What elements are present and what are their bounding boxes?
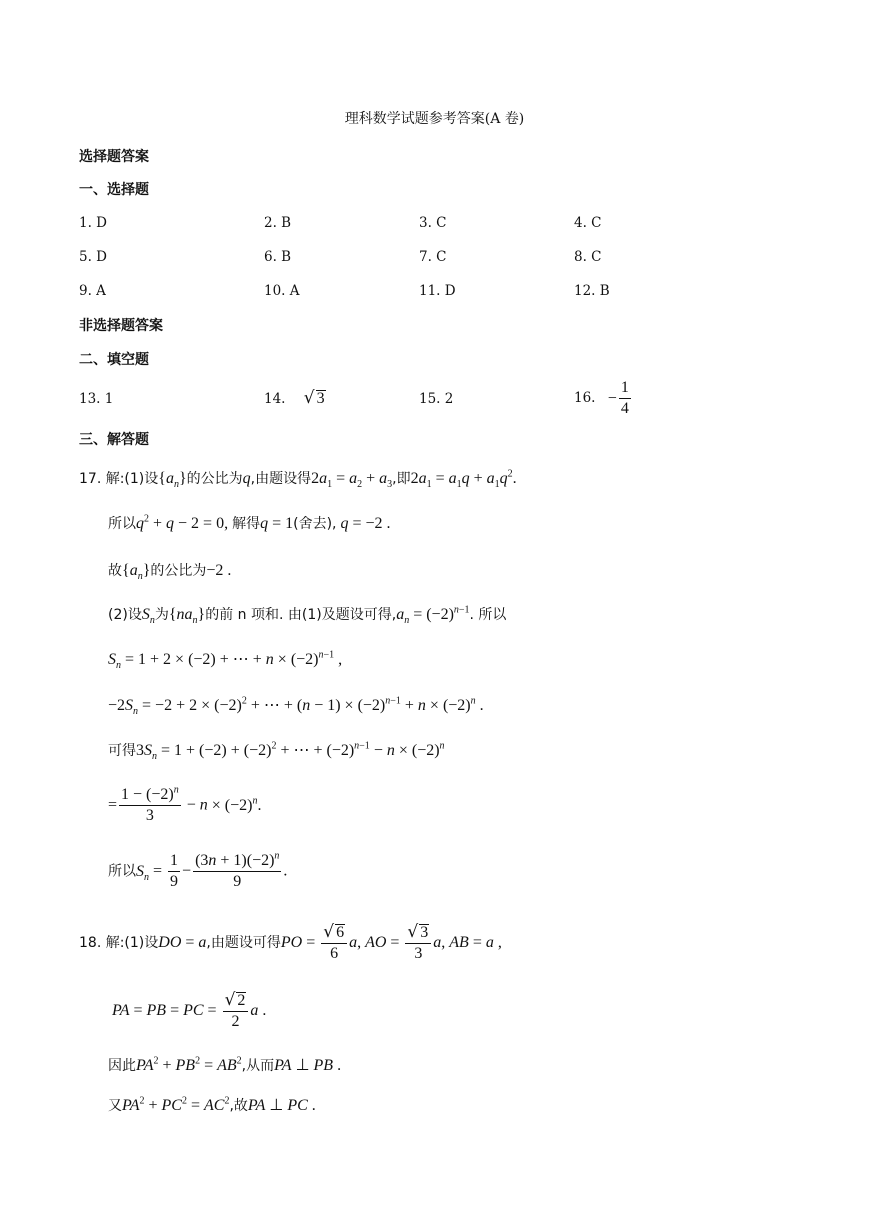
q18-text: 又 — [108, 1098, 122, 1114]
answer-1: 1. D — [79, 215, 107, 231]
answer-16-numerator: 1 — [619, 380, 631, 399]
part2-heading: 二、填空题 — [79, 352, 149, 368]
answer-14-radicand: 3 — [316, 390, 325, 407]
page-title: 理科数学试题参考答案(A 卷) — [344, 111, 525, 127]
answer-4: 4. C — [574, 215, 602, 231]
q18-text: 因此 — [108, 1058, 136, 1074]
q17-text: ,即 — [392, 471, 411, 487]
q17-text: ,由题设得 — [250, 471, 312, 487]
answer-9: 9. A — [79, 283, 106, 299]
q17-line4: (2)设$S_n$为$\{na_n\}$的前 n 项和. 由(1)及题设可得$,a_n = (-2)^{n-1}$. 所以 — [108, 604, 507, 627]
q17-text: 的公比为 — [186, 471, 243, 487]
q18-line2: PA = PB = PC = $\frac{√ 2}{2}$ a . — [112, 990, 267, 1030]
choice-answers-heading: 选择题答案 — [79, 149, 149, 165]
answer-10: 10. A — [264, 283, 300, 299]
q17-line7: 可得$3S_n = 1 + (-2) + (-2)^2$ + ⋯ + $(-2)^{n-1} - n \times (-2)^n$ — [108, 740, 445, 763]
q17-text: (2)设 — [108, 607, 142, 623]
answer-16 — [574, 380, 633, 417]
q17-text: 的前 n 项和. 由(1)及题设可得, — [205, 607, 397, 623]
q17-line5: $S_n = 1 + 2 \times (-2)$ + ⋯ + $n \times (-2)^{n-1}$ , — [108, 649, 343, 672]
q17-text: 可得 — [108, 743, 136, 759]
q17-line2: 所以$q^2 + q - 2 = 0$, 解得q = 1(舍去), q = −2 . — [108, 513, 391, 532]
q17-text: 所以 — [108, 516, 136, 532]
q17-text: 所以 — [108, 863, 136, 880]
answer-6: 6. B — [264, 249, 292, 265]
answer-8: 8. C — [574, 249, 602, 265]
q18-text: ,从而 — [241, 1058, 275, 1074]
part3-heading: 三、解答题 — [79, 432, 149, 448]
q18-text: ,由题设可得 — [206, 935, 281, 951]
q17-text: 解得 — [232, 516, 261, 532]
q17-label: 17. 解:(1)设 — [79, 471, 159, 487]
q18-label: 18. 解:(1)设 — [79, 935, 159, 951]
q17-text: . 所以 — [469, 607, 507, 623]
q17-line8: = $\frac{1 - (-2)^n}{3}$ − $n \times (-2)^n$. — [108, 784, 262, 824]
q17-line6: $-2S_n = -2 + 2 \times (-2)^2$ + ⋯ + $(n - 1) \times (-2)^{n-1} + n \times (-2)^n$ . — [108, 695, 484, 718]
answer-3: 3. C — [419, 215, 447, 231]
q17-line1: 17. 解:(1)设$\{a_n\}$的公比为q,由题设得$2a_1 = a_2 + a_3$,即$2a_1 = a_1q + a_1q^2$. — [79, 468, 517, 491]
q17-text: 为 — [154, 607, 169, 623]
q17-text: 故 — [108, 563, 122, 579]
q18-line4: 又$PA^2 + PC^2 = AC^2$,故PA ⊥ PC . — [108, 1095, 316, 1114]
answer-11: 11. D — [419, 283, 456, 299]
q17-text: (舍去), — [293, 516, 337, 532]
answer-16-label: 16. — [574, 389, 596, 406]
answer-16-sign: − — [607, 389, 617, 407]
q17-text: 的公比为 — [150, 563, 207, 579]
answer-12: 12. B — [574, 283, 610, 299]
q18-line1: 18. 解:(1)设DO = a,由题设可得PO = $\frac{√ 6}{6}$ a, AO = $\frac{√ 3}{3}$ a, AB = a , — [79, 922, 502, 962]
q17-line9: 所以$S_n$ = $\frac{1}{9}$ − $\frac{(3n + 1)(-2)^n}{9}$ . — [108, 850, 288, 890]
answer-7: 7. C — [419, 249, 447, 265]
answer-15: 15. 2 — [419, 391, 454, 407]
answer-14-label: 14. — [264, 391, 286, 407]
answer-13: 13. 1 — [79, 391, 114, 407]
answer-14: 14. √ 3 — [264, 388, 325, 408]
answer-16-denominator: 4 — [620, 400, 629, 417]
answer-5: 5. D — [79, 249, 107, 265]
part1-heading: 一、选择题 — [79, 182, 149, 198]
q17-line3: 故$\{a_n\}$的公比为−2 . — [108, 562, 232, 583]
nonchoice-answers-heading: 非选择题答案 — [79, 318, 163, 334]
answer-2: 2. B — [264, 215, 292, 231]
q18-line3: 因此$PA^2 + PB^2 = AB^2$,从而PA ⊥ PB . — [108, 1055, 342, 1074]
q18-text: ,故 — [229, 1098, 248, 1114]
